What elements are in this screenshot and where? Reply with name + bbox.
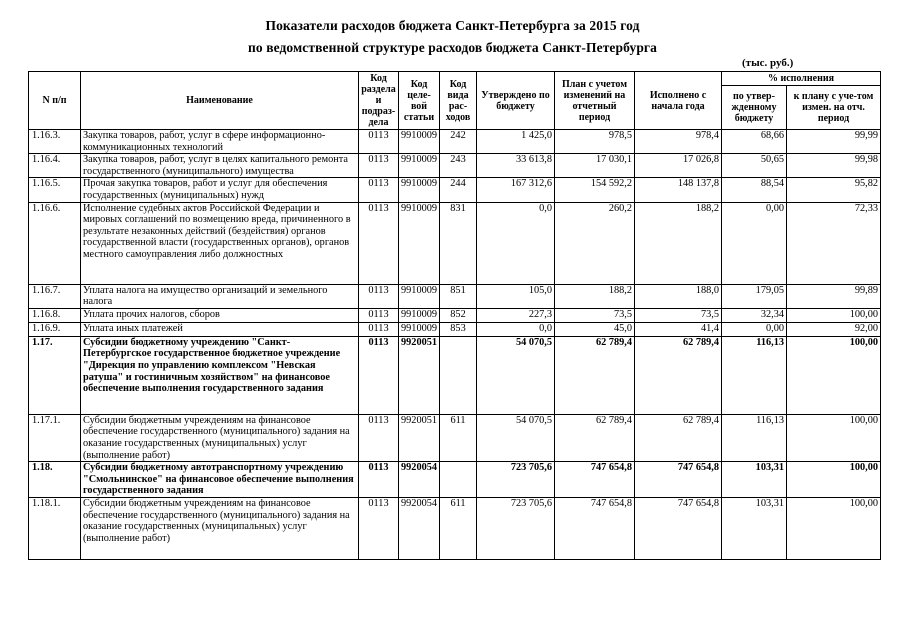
- table-row: [29, 322, 881, 336]
- row-section-code: 0113: [359, 308, 399, 322]
- row-name: Субсидии бюджетному учреждению "Санкт-Петербургское государственное бюджетное учреждение "Дирекция по управлению комплексом "Невская ратуша" и гостиничным хозяйством" на финансовое обеспечение выполнения государственного задания: [81, 336, 359, 414]
- header-article-code: Код целе-вой статьи: [399, 72, 440, 130]
- row-section-code: 0113: [359, 322, 399, 336]
- row-approved: 723 705,6: [477, 498, 555, 560]
- row-section-code: 0113: [359, 414, 399, 461]
- row-percent-plan: 100,00: [787, 414, 881, 461]
- units-label: (тыс. руб.): [742, 57, 794, 69]
- row-approved: 0,0: [477, 322, 555, 336]
- row-number: 1.16.8.: [29, 308, 81, 322]
- row-approved: 227,3: [477, 308, 555, 322]
- row-percent-approved: 88,54: [722, 178, 787, 202]
- row-number: 1.16.7.: [29, 284, 81, 308]
- row-name: Уплата прочих налогов, сборов: [81, 308, 359, 322]
- row-name: Субсидии бюджетным учреждениям на финансовое обеспечение государственного (муниципального) задания на оказание государственных (муниципальных) услуг (выполнение работ): [81, 414, 359, 461]
- row-executed: 188,2: [635, 202, 722, 284]
- row-approved: 1 425,0: [477, 130, 555, 154]
- row-executed: 41,4: [635, 322, 722, 336]
- row-kind-code: [440, 462, 477, 498]
- row-plan: 978,5: [555, 130, 635, 154]
- row-percent-plan: 100,00: [787, 336, 881, 414]
- row-plan: 62 789,4: [555, 336, 635, 414]
- row-percent-approved: 0,00: [722, 202, 787, 284]
- row-percent-approved: 50,65: [722, 154, 787, 178]
- table-row: [29, 498, 881, 560]
- table-row: [29, 336, 881, 414]
- row-section-code: 0113: [359, 202, 399, 284]
- table-row: [29, 178, 881, 202]
- row-number: 1.18.1.: [29, 498, 81, 560]
- row-article-code: 9910009: [399, 308, 440, 322]
- row-kind-code: 242: [440, 130, 477, 154]
- row-executed: 978,4: [635, 130, 722, 154]
- row-plan: 154 592,2: [555, 178, 635, 202]
- row-article-code: 9920051: [399, 336, 440, 414]
- row-executed: 747 654,8: [635, 462, 722, 498]
- row-plan: 260,2: [555, 202, 635, 284]
- row-article-code: 9920054: [399, 498, 440, 560]
- row-name: Закупка товаров, работ, услуг в сфере информационно-коммуникационных технологий: [81, 130, 359, 154]
- header-percent-plan: к плану с уче-том измен. на отч. период: [787, 86, 881, 130]
- row-percent-approved: 103,31: [722, 462, 787, 498]
- header-executed: Исполнено с начала года: [635, 72, 722, 130]
- row-name: Субсидии бюджетному автотранспортному учреждению "Смольнинское" на финансовое обеспечение выполнения государственного задания: [81, 462, 359, 498]
- row-plan: 747 654,8: [555, 498, 635, 560]
- row-kind-code: 244: [440, 178, 477, 202]
- row-executed: 62 789,4: [635, 414, 722, 461]
- row-percent-approved: 103,31: [722, 498, 787, 560]
- row-approved: 54 070,5: [477, 336, 555, 414]
- header-name: Наименование: [81, 72, 359, 130]
- row-article-code: 9920051: [399, 414, 440, 461]
- row-kind-code: 831: [440, 202, 477, 284]
- row-plan: 747 654,8: [555, 462, 635, 498]
- row-percent-plan: 99,99: [787, 130, 881, 154]
- row-approved: 54 070,5: [477, 414, 555, 461]
- row-plan: 73,5: [555, 308, 635, 322]
- row-plan: 17 030,1: [555, 154, 635, 178]
- header-kind-code: Код вида рас-ходов: [440, 72, 477, 130]
- row-number: 1.18.: [29, 462, 81, 498]
- row-name: Прочая закупка товаров, работ и услуг для обеспечения государственных (муниципальных) нужд: [81, 178, 359, 202]
- table-row: [29, 308, 881, 322]
- row-percent-approved: 68,66: [722, 130, 787, 154]
- table-row: [29, 284, 881, 308]
- row-article-code: 9910009: [399, 202, 440, 284]
- row-executed: 62 789,4: [635, 336, 722, 414]
- row-percent-plan: 99,98: [787, 154, 881, 178]
- row-name: Уплата налога на имущество организаций и земельного налога: [81, 284, 359, 308]
- row-percent-approved: 116,13: [722, 414, 787, 461]
- row-section-code: 0113: [359, 284, 399, 308]
- row-kind-code: 243: [440, 154, 477, 178]
- row-kind-code: [440, 336, 477, 414]
- row-section-code: 0113: [359, 130, 399, 154]
- row-number: 1.17.: [29, 336, 81, 414]
- row-percent-approved: 0,00: [722, 322, 787, 336]
- row-executed: 188,0: [635, 284, 722, 308]
- row-name: Закупка товаров, работ, услуг в целях капитального ремонта государственного (муниципального) имущества: [81, 154, 359, 178]
- row-number: 1.17.1.: [29, 414, 81, 461]
- row-name: Субсидии бюджетным учреждениям на финансовое обеспечение государственного (муниципального) задания на оказание государственных (муниципальных) услуг (выполнение работ): [81, 498, 359, 560]
- row-approved: 105,0: [477, 284, 555, 308]
- row-executed: 73,5: [635, 308, 722, 322]
- row-article-code: 9910009: [399, 284, 440, 308]
- header-plan: План с учетом изменений на отчетный период: [555, 72, 635, 130]
- row-number: 1.16.5.: [29, 178, 81, 202]
- table-row: [29, 414, 881, 461]
- row-plan: 45,0: [555, 322, 635, 336]
- document-subtitle: по ведомственной структуре расходов бюджета Санкт-Петербурга: [247, 40, 658, 55]
- row-number: 1.16.4.: [29, 154, 81, 178]
- row-percent-plan: 95,82: [787, 178, 881, 202]
- table-body: [29, 130, 881, 560]
- row-number: 1.16.6.: [29, 202, 81, 284]
- row-percent-plan: 99,89: [787, 284, 881, 308]
- row-percent-approved: 32,34: [722, 308, 787, 322]
- row-article-code: 9920054: [399, 462, 440, 498]
- row-percent-plan: 100,00: [787, 308, 881, 322]
- row-section-code: 0113: [359, 462, 399, 498]
- row-article-code: 9910009: [399, 130, 440, 154]
- header-section-code: Код раздела и подраз-дела: [359, 72, 399, 130]
- row-executed: 17 026,8: [635, 154, 722, 178]
- row-percent-plan: 72,33: [787, 202, 881, 284]
- row-percent-approved: 116,13: [722, 336, 787, 414]
- row-percent-plan: 100,00: [787, 498, 881, 560]
- row-executed: 148 137,8: [635, 178, 722, 202]
- header-approved: Утверждено по бюджету: [477, 72, 555, 130]
- table-row: [29, 462, 881, 498]
- row-article-code: 9910009: [399, 322, 440, 336]
- row-article-code: 9910009: [399, 154, 440, 178]
- row-approved: 0,0: [477, 202, 555, 284]
- row-percent-plan: 92,00: [787, 322, 881, 336]
- row-number: 1.16.9.: [29, 322, 81, 336]
- table-row: [29, 130, 881, 154]
- row-approved: 167 312,6: [477, 178, 555, 202]
- row-kind-code: 611: [440, 498, 477, 560]
- header-percent-approved: по утвер-жденному бюджету: [722, 86, 787, 130]
- row-section-code: 0113: [359, 154, 399, 178]
- row-percent-approved: 179,05: [722, 284, 787, 308]
- row-executed: 747 654,8: [635, 498, 722, 560]
- header-percent: % исполнения: [722, 72, 881, 86]
- row-kind-code: 611: [440, 414, 477, 461]
- row-section-code: 0113: [359, 336, 399, 414]
- row-plan: 62 789,4: [555, 414, 635, 461]
- row-name: Уплата иных платежей: [81, 322, 359, 336]
- row-kind-code: 853: [440, 322, 477, 336]
- row-kind-code: 851: [440, 284, 477, 308]
- row-number: 1.16.3.: [29, 130, 81, 154]
- table-row: [29, 154, 881, 178]
- header-num: N п/п: [29, 72, 81, 130]
- row-article-code: 9910009: [399, 178, 440, 202]
- row-section-code: 0113: [359, 498, 399, 560]
- row-percent-plan: 100,00: [787, 462, 881, 498]
- row-name: Исполнение судебных актов Российской Федерации и мировых соглашений по возмещению вреда, причиненного в результате незаконных действий (бездействия) органов государственной власти (государственных органов), органов местного самоуправления либо должностных: [81, 202, 359, 284]
- budget-table: [28, 71, 881, 560]
- table-row: [29, 202, 881, 284]
- row-kind-code: 852: [440, 308, 477, 322]
- row-approved: 33 613,8: [477, 154, 555, 178]
- row-section-code: 0113: [359, 178, 399, 202]
- document-title: Показатели расходов бюджета Санкт-Петербурга за 2015 год: [265, 18, 640, 33]
- row-approved: 723 705,6: [477, 462, 555, 498]
- row-plan: 188,2: [555, 284, 635, 308]
